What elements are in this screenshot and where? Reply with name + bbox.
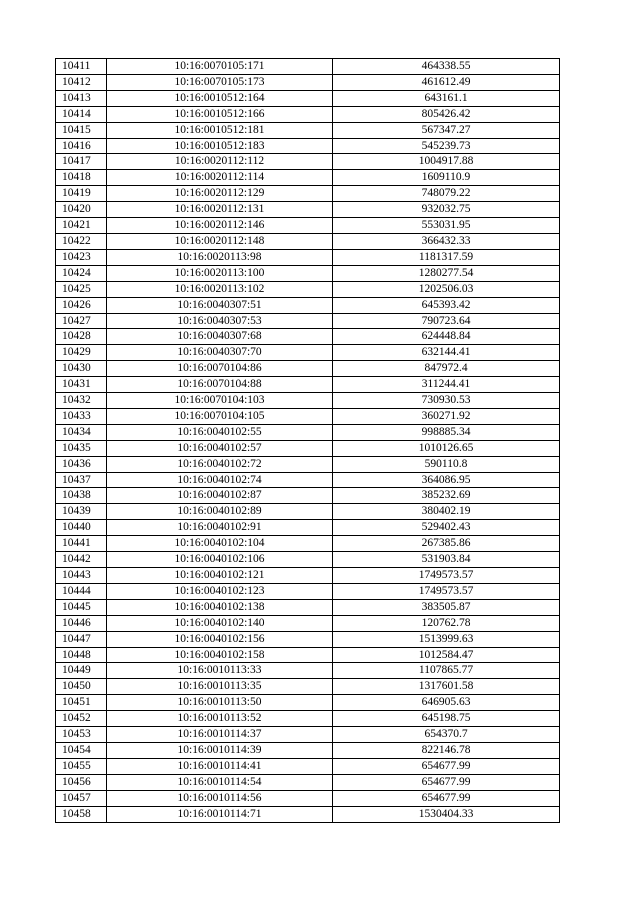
value-cell: 1181317.59 bbox=[333, 249, 560, 265]
table-row bbox=[56, 727, 560, 743]
table-row bbox=[56, 122, 560, 138]
table-row bbox=[56, 711, 560, 727]
table-row bbox=[56, 361, 560, 377]
value-cell: 1530404.33 bbox=[333, 806, 560, 822]
value-cell: 364086.95 bbox=[333, 472, 560, 488]
row-number-cell: 10456 bbox=[56, 774, 107, 790]
value-cell: 646905.63 bbox=[333, 695, 560, 711]
value-cell: 748079.22 bbox=[333, 186, 560, 202]
cadastral-number-cell: 10:16:0010512:166 bbox=[107, 106, 333, 122]
cadastral-number-cell: 10:16:0040102:140 bbox=[107, 615, 333, 631]
value-cell: 461612.49 bbox=[333, 74, 560, 90]
cadastral-number-cell: 10:16:0040307:70 bbox=[107, 345, 333, 361]
row-number-cell: 10428 bbox=[56, 329, 107, 345]
value-cell: 632144.41 bbox=[333, 345, 560, 361]
row-number-cell: 10432 bbox=[56, 393, 107, 409]
row-number-cell: 10442 bbox=[56, 552, 107, 568]
cadastral-number-cell: 10:16:0010113:52 bbox=[107, 711, 333, 727]
table-row bbox=[56, 186, 560, 202]
table-row bbox=[56, 345, 560, 361]
table-row bbox=[56, 599, 560, 615]
row-number-cell: 10450 bbox=[56, 679, 107, 695]
cadastral-number-cell: 10:16:0040102:121 bbox=[107, 568, 333, 584]
cadastral-number-cell: 10:16:0010113:35 bbox=[107, 679, 333, 695]
row-number-cell: 10451 bbox=[56, 695, 107, 711]
value-cell: 1010126.65 bbox=[333, 440, 560, 456]
row-number-cell: 10457 bbox=[56, 790, 107, 806]
value-cell: 654677.99 bbox=[333, 790, 560, 806]
row-number-cell: 10415 bbox=[56, 122, 107, 138]
cadastral-number-cell: 10:16:0010113:50 bbox=[107, 695, 333, 711]
cadastral-number-cell: 10:16:0010512:164 bbox=[107, 90, 333, 106]
table-row bbox=[56, 472, 560, 488]
row-number-cell: 10445 bbox=[56, 599, 107, 615]
table-row bbox=[56, 154, 560, 170]
cadastral-value-table bbox=[55, 58, 560, 823]
cadastral-number-cell: 10:16:0020112:112 bbox=[107, 154, 333, 170]
cadastral-number-cell: 10:16:0010114:41 bbox=[107, 758, 333, 774]
cadastral-number-cell: 10:16:0040307:51 bbox=[107, 297, 333, 313]
row-number-cell: 10455 bbox=[56, 758, 107, 774]
cadastral-number-cell: 10:16:0040307:53 bbox=[107, 313, 333, 329]
table-row bbox=[56, 456, 560, 472]
row-number-cell: 10452 bbox=[56, 711, 107, 727]
cadastral-number-cell: 10:16:0040102:156 bbox=[107, 631, 333, 647]
value-cell: 385232.69 bbox=[333, 488, 560, 504]
table-row bbox=[56, 663, 560, 679]
value-cell: 464338.55 bbox=[333, 59, 560, 75]
value-cell: 730930.53 bbox=[333, 393, 560, 409]
row-number-cell: 10446 bbox=[56, 615, 107, 631]
table-row bbox=[56, 647, 560, 663]
value-cell: 847972.4 bbox=[333, 361, 560, 377]
table-row bbox=[56, 504, 560, 520]
table-row bbox=[56, 695, 560, 711]
table-row bbox=[56, 758, 560, 774]
row-number-cell: 10420 bbox=[56, 202, 107, 218]
cadastral-number-cell: 10:16:0010512:183 bbox=[107, 138, 333, 154]
value-cell: 822146.78 bbox=[333, 742, 560, 758]
value-cell: 1317601.58 bbox=[333, 679, 560, 695]
value-cell: 1749573.57 bbox=[333, 568, 560, 584]
table-row bbox=[56, 297, 560, 313]
value-cell: 311244.41 bbox=[333, 377, 560, 393]
row-number-cell: 10427 bbox=[56, 313, 107, 329]
cadastral-number-cell: 10:16:0010114:71 bbox=[107, 806, 333, 822]
row-number-cell: 10437 bbox=[56, 472, 107, 488]
table-row bbox=[56, 615, 560, 631]
cadastral-number-cell: 10:16:0040102:55 bbox=[107, 424, 333, 440]
table-row bbox=[56, 138, 560, 154]
cadastral-number-cell: 10:16:0020113:100 bbox=[107, 265, 333, 281]
value-cell: 545239.73 bbox=[333, 138, 560, 154]
value-cell: 120762.78 bbox=[333, 615, 560, 631]
value-cell: 790723.64 bbox=[333, 313, 560, 329]
value-cell: 1202506.03 bbox=[333, 281, 560, 297]
cadastral-number-cell: 10:16:0010114:37 bbox=[107, 727, 333, 743]
row-number-cell: 10425 bbox=[56, 281, 107, 297]
cadastral-number-cell: 10:16:0040102:104 bbox=[107, 536, 333, 552]
value-cell: 654370.7 bbox=[333, 727, 560, 743]
table-row bbox=[56, 440, 560, 456]
cadastral-number-cell: 10:16:0040102:138 bbox=[107, 599, 333, 615]
value-cell: 645393.42 bbox=[333, 297, 560, 313]
row-number-cell: 10458 bbox=[56, 806, 107, 822]
row-number-cell: 10423 bbox=[56, 249, 107, 265]
cadastral-number-cell: 10:16:0070104:88 bbox=[107, 377, 333, 393]
row-number-cell: 10424 bbox=[56, 265, 107, 281]
cadastral-number-cell: 10:16:0040102:72 bbox=[107, 456, 333, 472]
value-cell: 1012584.47 bbox=[333, 647, 560, 663]
table-row bbox=[56, 233, 560, 249]
table-row bbox=[56, 106, 560, 122]
value-cell: 380402.19 bbox=[333, 504, 560, 520]
cadastral-number-cell: 10:16:0010113:33 bbox=[107, 663, 333, 679]
row-number-cell: 10422 bbox=[56, 233, 107, 249]
value-cell: 531903.84 bbox=[333, 552, 560, 568]
table-row bbox=[56, 679, 560, 695]
table-row bbox=[56, 393, 560, 409]
table-row bbox=[56, 313, 560, 329]
cadastral-number-cell: 10:16:0010512:181 bbox=[107, 122, 333, 138]
value-cell: 998885.34 bbox=[333, 424, 560, 440]
table-row bbox=[56, 774, 560, 790]
row-number-cell: 10447 bbox=[56, 631, 107, 647]
row-number-cell: 10417 bbox=[56, 154, 107, 170]
table-body bbox=[56, 59, 560, 823]
value-cell: 1609110.9 bbox=[333, 170, 560, 186]
row-number-cell: 10419 bbox=[56, 186, 107, 202]
value-cell: 643161.1 bbox=[333, 90, 560, 106]
cadastral-number-cell: 10:16:0070104:105 bbox=[107, 408, 333, 424]
row-number-cell: 10429 bbox=[56, 345, 107, 361]
cadastral-number-cell: 10:16:0020112:146 bbox=[107, 218, 333, 234]
table-row bbox=[56, 536, 560, 552]
table-row bbox=[56, 74, 560, 90]
cadastral-number-cell: 10:16:0020113:102 bbox=[107, 281, 333, 297]
value-cell: 654677.99 bbox=[333, 758, 560, 774]
value-cell: 383505.87 bbox=[333, 599, 560, 615]
row-number-cell: 10438 bbox=[56, 488, 107, 504]
cadastral-number-cell: 10:16:0070104:86 bbox=[107, 361, 333, 377]
value-cell: 1280277.54 bbox=[333, 265, 560, 281]
cadastral-number-cell: 10:16:0010114:56 bbox=[107, 790, 333, 806]
value-cell: 590110.8 bbox=[333, 456, 560, 472]
value-cell: 267385.86 bbox=[333, 536, 560, 552]
value-cell: 1004917.88 bbox=[333, 154, 560, 170]
table-row bbox=[56, 218, 560, 234]
cadastral-number-cell: 10:16:0040307:68 bbox=[107, 329, 333, 345]
value-cell: 366432.33 bbox=[333, 233, 560, 249]
row-number-cell: 10434 bbox=[56, 424, 107, 440]
row-number-cell: 10413 bbox=[56, 90, 107, 106]
table-row bbox=[56, 583, 560, 599]
table-row bbox=[56, 408, 560, 424]
value-cell: 624448.84 bbox=[333, 329, 560, 345]
table-row bbox=[56, 329, 560, 345]
cadastral-number-cell: 10:16:0010114:54 bbox=[107, 774, 333, 790]
row-number-cell: 10448 bbox=[56, 647, 107, 663]
table-row bbox=[56, 488, 560, 504]
value-cell: 360271.92 bbox=[333, 408, 560, 424]
value-cell: 1513999.63 bbox=[333, 631, 560, 647]
row-number-cell: 10418 bbox=[56, 170, 107, 186]
table-row bbox=[56, 631, 560, 647]
row-number-cell: 10412 bbox=[56, 74, 107, 90]
row-number-cell: 10439 bbox=[56, 504, 107, 520]
table-row bbox=[56, 568, 560, 584]
cadastral-number-cell: 10:16:0040102:158 bbox=[107, 647, 333, 663]
table-row bbox=[56, 806, 560, 822]
value-cell: 932032.75 bbox=[333, 202, 560, 218]
value-cell: 1107865.77 bbox=[333, 663, 560, 679]
row-number-cell: 10449 bbox=[56, 663, 107, 679]
cadastral-number-cell: 10:16:0040102:74 bbox=[107, 472, 333, 488]
cadastral-number-cell: 10:16:0070104:103 bbox=[107, 393, 333, 409]
row-number-cell: 10431 bbox=[56, 377, 107, 393]
table-row bbox=[56, 265, 560, 281]
row-number-cell: 10411 bbox=[56, 59, 107, 75]
value-cell: 567347.27 bbox=[333, 122, 560, 138]
cadastral-number-cell: 10:16:0020113:98 bbox=[107, 249, 333, 265]
row-number-cell: 10435 bbox=[56, 440, 107, 456]
cadastral-number-cell: 10:16:0020112:131 bbox=[107, 202, 333, 218]
cadastral-number-cell: 10:16:0020112:148 bbox=[107, 233, 333, 249]
cadastral-number-cell: 10:16:0040102:57 bbox=[107, 440, 333, 456]
value-cell: 654677.99 bbox=[333, 774, 560, 790]
table-row bbox=[56, 202, 560, 218]
cadastral-number-cell: 10:16:0040102:87 bbox=[107, 488, 333, 504]
row-number-cell: 10441 bbox=[56, 536, 107, 552]
row-number-cell: 10440 bbox=[56, 520, 107, 536]
table-row bbox=[56, 90, 560, 106]
table-row bbox=[56, 742, 560, 758]
cadastral-number-cell: 10:16:0070105:173 bbox=[107, 74, 333, 90]
table-row bbox=[56, 377, 560, 393]
table-row bbox=[56, 790, 560, 806]
cadastral-number-cell: 10:16:0040102:123 bbox=[107, 583, 333, 599]
table-row bbox=[56, 424, 560, 440]
cadastral-number-cell: 10:16:0010114:39 bbox=[107, 742, 333, 758]
row-number-cell: 10454 bbox=[56, 742, 107, 758]
table-row bbox=[56, 249, 560, 265]
table-row bbox=[56, 170, 560, 186]
value-cell: 645198.75 bbox=[333, 711, 560, 727]
cadastral-number-cell: 10:16:0040102:91 bbox=[107, 520, 333, 536]
value-cell: 553031.95 bbox=[333, 218, 560, 234]
cadastral-number-cell: 10:16:0020112:114 bbox=[107, 170, 333, 186]
row-number-cell: 10443 bbox=[56, 568, 107, 584]
cadastral-number-cell: 10:16:0070105:171 bbox=[107, 59, 333, 75]
cadastral-number-cell: 10:16:0040102:106 bbox=[107, 552, 333, 568]
cadastral-number-cell: 10:16:0040102:89 bbox=[107, 504, 333, 520]
row-number-cell: 10430 bbox=[56, 361, 107, 377]
table-row bbox=[56, 552, 560, 568]
row-number-cell: 10416 bbox=[56, 138, 107, 154]
value-cell: 805426.42 bbox=[333, 106, 560, 122]
row-number-cell: 10433 bbox=[56, 408, 107, 424]
row-number-cell: 10414 bbox=[56, 106, 107, 122]
value-cell: 529402.43 bbox=[333, 520, 560, 536]
value-cell: 1749573.57 bbox=[333, 583, 560, 599]
table-row bbox=[56, 59, 560, 75]
row-number-cell: 10421 bbox=[56, 218, 107, 234]
table-row bbox=[56, 281, 560, 297]
row-number-cell: 10426 bbox=[56, 297, 107, 313]
row-number-cell: 10453 bbox=[56, 727, 107, 743]
cadastral-number-cell: 10:16:0020112:129 bbox=[107, 186, 333, 202]
table-row bbox=[56, 520, 560, 536]
row-number-cell: 10436 bbox=[56, 456, 107, 472]
row-number-cell: 10444 bbox=[56, 583, 107, 599]
